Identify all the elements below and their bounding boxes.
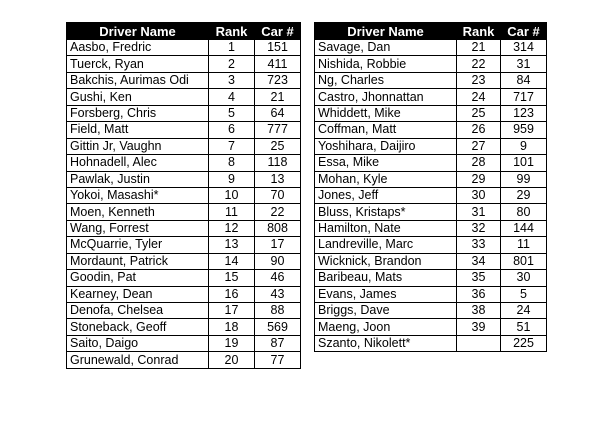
- car-number-cell: 51: [501, 319, 547, 335]
- table-row: [315, 335, 547, 351]
- header-row: [315, 23, 547, 40]
- car-number-cell: 717: [501, 89, 547, 105]
- driver-name-cell: Castro, Jhonnattan: [315, 89, 457, 105]
- driver-name-cell: Aasbo, Fredric: [67, 40, 209, 56]
- table-row: [315, 187, 547, 203]
- car-number-cell: 84: [501, 72, 547, 88]
- car-number-cell: 13: [255, 171, 301, 187]
- rank-cell: 16: [209, 286, 255, 302]
- rank-cell: 23: [457, 72, 501, 88]
- rank-cell: 11: [209, 204, 255, 220]
- rank-cell: 28: [457, 155, 501, 171]
- table-row: [315, 319, 547, 335]
- driver-name-cell: Yokoi, Masashi*: [67, 187, 209, 203]
- driver-name-cell: Savage, Dan: [315, 40, 457, 56]
- rank-cell: 27: [457, 138, 501, 154]
- driver-name-cell: Grunewald, Conrad: [67, 352, 209, 368]
- table-row: [67, 56, 301, 72]
- table-row: [315, 89, 547, 105]
- rank-cell: 7: [209, 138, 255, 154]
- table-row: [67, 171, 301, 187]
- driver-name-cell: Jones, Jeff: [315, 187, 457, 203]
- rank-cell: 9: [209, 171, 255, 187]
- header-car-number: Car #: [501, 23, 547, 40]
- rank-cell: 21: [457, 40, 501, 56]
- table-row: [315, 253, 547, 269]
- rank-cell: 18: [209, 319, 255, 335]
- rank-cell: 13: [209, 237, 255, 253]
- rank-cell: 20: [209, 352, 255, 368]
- car-number-cell: 959: [501, 122, 547, 138]
- table-row: [315, 56, 547, 72]
- driver-name-cell: Mordaunt, Patrick: [67, 253, 209, 269]
- rank-cell: 33: [457, 237, 501, 253]
- table-row: [315, 138, 547, 154]
- rank-cell: [457, 335, 501, 351]
- header-rank: Rank: [209, 23, 255, 40]
- header-car-number: Car #: [255, 23, 301, 40]
- header-row: [67, 23, 301, 40]
- rank-cell: 4: [209, 89, 255, 105]
- car-number-cell: 77: [255, 352, 301, 368]
- car-number-cell: 9: [501, 138, 547, 154]
- header-rank: Rank: [457, 23, 501, 40]
- driver-name-cell: Bluss, Kristaps*: [315, 204, 457, 220]
- rank-cell: 30: [457, 187, 501, 203]
- rank-cell: 22: [457, 56, 501, 72]
- driver-name-cell: Nishida, Robbie: [315, 56, 457, 72]
- driver-name-cell: Evans, James: [315, 286, 457, 302]
- rank-cell: 14: [209, 253, 255, 269]
- table-row: [67, 303, 301, 319]
- rank-cell: 10: [209, 187, 255, 203]
- table-row: [67, 105, 301, 121]
- driver-name-cell: Denofa, Chelsea: [67, 303, 209, 319]
- driver-name-cell: Tuerck, Ryan: [67, 56, 209, 72]
- rank-cell: 39: [457, 319, 501, 335]
- car-number-cell: 777: [255, 122, 301, 138]
- driver-name-cell: Hohnadell, Alec: [67, 155, 209, 171]
- rank-cell: 6: [209, 122, 255, 138]
- rank-cell: 8: [209, 155, 255, 171]
- driver-name-cell: Landreville, Marc: [315, 237, 457, 253]
- car-number-cell: 17: [255, 237, 301, 253]
- car-number-cell: 411: [255, 56, 301, 72]
- rank-cell: 19: [209, 335, 255, 351]
- driver-name-cell: Gushi, Ken: [67, 89, 209, 105]
- table-row: [315, 105, 547, 121]
- table-row: [315, 40, 547, 56]
- rank-cell: 1: [209, 40, 255, 56]
- car-number-cell: 569: [255, 319, 301, 335]
- rank-cell: 29: [457, 171, 501, 187]
- table-row: [67, 286, 301, 302]
- driver-name-cell: Wicknick, Brandon: [315, 253, 457, 269]
- table-row: [315, 237, 547, 253]
- driver-name-cell: Briggs, Dave: [315, 303, 457, 319]
- car-number-cell: 87: [255, 335, 301, 351]
- car-number-cell: 144: [501, 220, 547, 236]
- driver-table-right: [314, 22, 547, 352]
- driver-name-cell: Goodin, Pat: [67, 270, 209, 286]
- rank-cell: 12: [209, 220, 255, 236]
- car-number-cell: 123: [501, 105, 547, 121]
- car-number-cell: 25: [255, 138, 301, 154]
- table-row: [67, 187, 301, 203]
- driver-name-cell: Szanto, Nikolett*: [315, 335, 457, 351]
- car-number-cell: 30: [501, 270, 547, 286]
- driver-name-cell: McQuarrie, Tyler: [67, 237, 209, 253]
- car-number-cell: 70: [255, 187, 301, 203]
- table-row: [67, 40, 301, 56]
- car-number-cell: 5: [501, 286, 547, 302]
- table-row: [67, 319, 301, 335]
- table-row: [67, 89, 301, 105]
- car-number-cell: 225: [501, 335, 547, 351]
- rank-cell: 15: [209, 270, 255, 286]
- car-number-cell: 314: [501, 40, 547, 56]
- car-number-cell: 151: [255, 40, 301, 56]
- table-row: [67, 352, 301, 368]
- driver-name-cell: Essa, Mike: [315, 155, 457, 171]
- driver-name-cell: Wang, Forrest: [67, 220, 209, 236]
- table-body: [315, 40, 547, 352]
- car-number-cell: 88: [255, 303, 301, 319]
- car-number-cell: 29: [501, 187, 547, 203]
- car-number-cell: 46: [255, 270, 301, 286]
- car-number-cell: 21: [255, 89, 301, 105]
- rank-cell: 38: [457, 303, 501, 319]
- table-row: [67, 270, 301, 286]
- car-number-cell: 118: [255, 155, 301, 171]
- rank-cell: 35: [457, 270, 501, 286]
- driver-name-cell: Mohan, Kyle: [315, 171, 457, 187]
- driver-name-cell: Ng, Charles: [315, 72, 457, 88]
- car-number-cell: 80: [501, 204, 547, 220]
- car-number-cell: 11: [501, 237, 547, 253]
- header-driver-name: Driver Name: [67, 23, 209, 40]
- driver-name-cell: Forsberg, Chris: [67, 105, 209, 121]
- car-number-cell: 22: [255, 204, 301, 220]
- table-row: [67, 253, 301, 269]
- table-row: [67, 72, 301, 88]
- car-number-cell: 24: [501, 303, 547, 319]
- car-number-cell: 99: [501, 171, 547, 187]
- rank-cell: 24: [457, 89, 501, 105]
- rank-cell: 25: [457, 105, 501, 121]
- driver-name-cell: Field, Matt: [67, 122, 209, 138]
- driver-name-cell: Hamilton, Nate: [315, 220, 457, 236]
- rank-cell: 34: [457, 253, 501, 269]
- table-row: [67, 335, 301, 351]
- car-number-cell: 90: [255, 253, 301, 269]
- driver-name-cell: Bakchis, Aurimas Odi: [67, 72, 209, 88]
- driver-name-cell: Gittin Jr, Vaughn: [67, 138, 209, 154]
- car-number-cell: 101: [501, 155, 547, 171]
- car-number-cell: 64: [255, 105, 301, 121]
- table-body: [67, 40, 301, 369]
- rank-cell: 5: [209, 105, 255, 121]
- table-row: [67, 122, 301, 138]
- table-row: [67, 155, 301, 171]
- table-row: [315, 155, 547, 171]
- rank-cell: 17: [209, 303, 255, 319]
- driver-name-cell: Saito, Daigo: [67, 335, 209, 351]
- driver-name-cell: Kearney, Dean: [67, 286, 209, 302]
- table-row: [67, 220, 301, 236]
- table-row: [315, 220, 547, 236]
- table-row: [315, 286, 547, 302]
- table-row: [315, 303, 547, 319]
- table-row: [315, 270, 547, 286]
- table-row: [315, 171, 547, 187]
- car-number-cell: 43: [255, 286, 301, 302]
- driver-name-cell: Baribeau, Mats: [315, 270, 457, 286]
- table-row: [315, 122, 547, 138]
- driver-table-left: [66, 22, 301, 369]
- rank-cell: 31: [457, 204, 501, 220]
- driver-name-cell: Whiddett, Mike: [315, 105, 457, 121]
- car-number-cell: 801: [501, 253, 547, 269]
- table-row: [67, 204, 301, 220]
- car-number-cell: 808: [255, 220, 301, 236]
- car-number-cell: 723: [255, 72, 301, 88]
- driver-name-cell: Maeng, Joon: [315, 319, 457, 335]
- driver-name-cell: Pawlak, Justin: [67, 171, 209, 187]
- driver-name-cell: Yoshihara, Daijiro: [315, 138, 457, 154]
- table-row: [315, 72, 547, 88]
- table-row: [67, 138, 301, 154]
- driver-name-cell: Stoneback, Geoff: [67, 319, 209, 335]
- rank-cell: 26: [457, 122, 501, 138]
- rank-cell: 36: [457, 286, 501, 302]
- car-number-cell: 31: [501, 56, 547, 72]
- table-row: [67, 237, 301, 253]
- rank-cell: 32: [457, 220, 501, 236]
- driver-name-cell: Moen, Kenneth: [67, 204, 209, 220]
- table-row: [315, 204, 547, 220]
- rank-cell: 3: [209, 72, 255, 88]
- rank-cell: 2: [209, 56, 255, 72]
- header-driver-name: Driver Name: [315, 23, 457, 40]
- driver-name-cell: Coffman, Matt: [315, 122, 457, 138]
